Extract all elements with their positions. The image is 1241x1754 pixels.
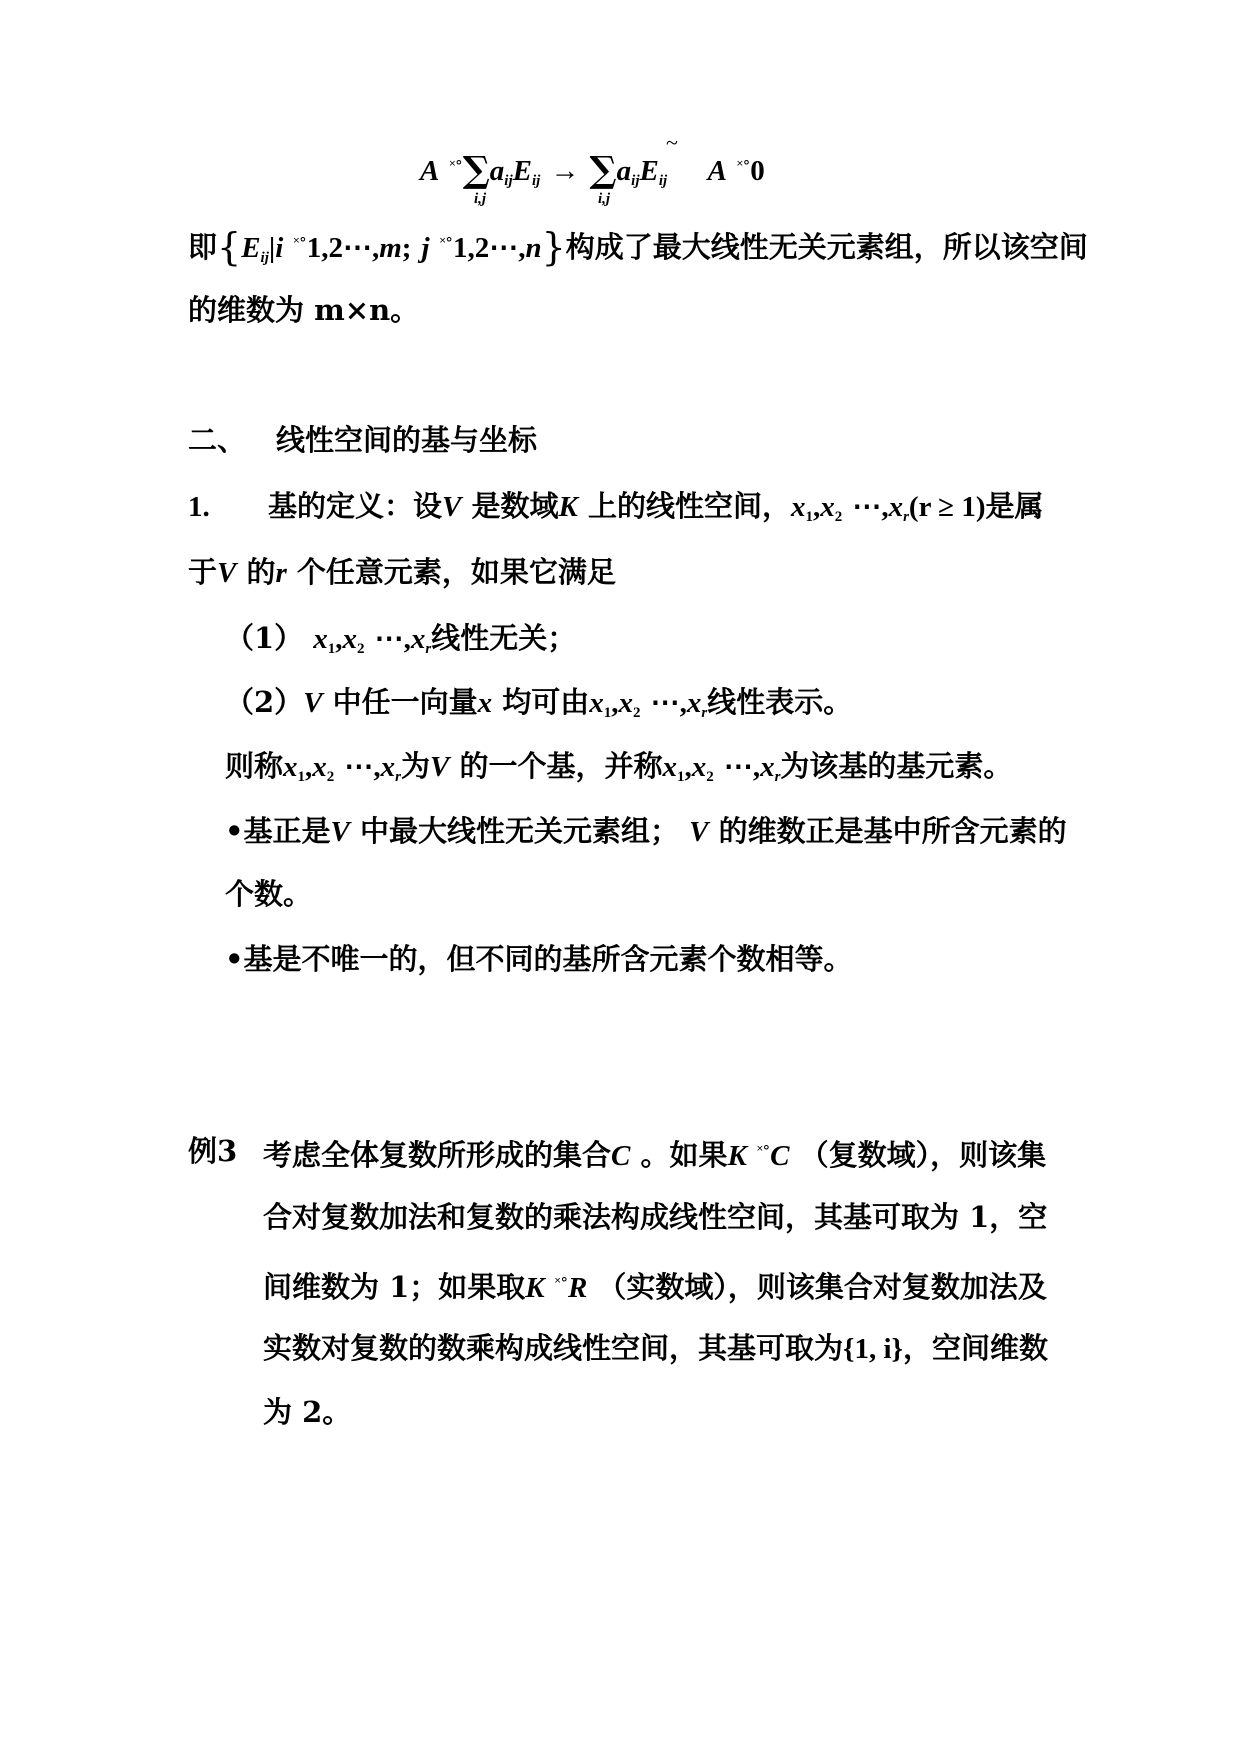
- sum-index-left: i,j: [474, 191, 487, 207]
- example-3-line-3: 间维数为 1；如果取K ˟°R （实数域），则该集合对复数加法及: [263, 1270, 1047, 1304]
- example-3-line-5: 为 2。: [263, 1395, 352, 1429]
- definition-conclusion: 则称$x_1,x_2$ $\cdots,x_r$为V 的一个基，并称$x_1,x_2$ $\cdots,x_r$为该基的基元素。: [225, 749, 1013, 785]
- section-heading: [188, 420, 538, 460]
- bullet-note-1-continued: 个数。: [225, 877, 313, 911]
- paragraph-dimension: 的维数为 m×n。: [188, 293, 420, 327]
- definition-item-1: （1） $x_1,x_2$ $\cdots,x_r$线性无关；: [225, 621, 577, 657]
- tilde-mark: ~: [666, 130, 678, 155]
- bullet-note-1: •基正是V 中最大线性无关元素组； V 的维数正是基中所含元素的: [225, 814, 1067, 848]
- example-3-line-1: 例3 考虑全体复数所形成的集合C 。如果K ˟°C （复数域），则该集: [188, 1134, 1047, 1172]
- example-3-line-4: 实数对复数的数乘构成线性空间，其基可取为{1, i}，空间维数: [263, 1331, 1048, 1365]
- definition-item-2: （2）V 中任一向量x 均可由$x_1,x_2$ $\cdots,x_r$线性表示。: [225, 685, 853, 721]
- example-label: 例3: [188, 1134, 238, 1168]
- display-formula: A $^{˟^\circ}\sum a_{ij}E_{ij} \to \sum a_{ij}E_{ij}$ A ˟°0: [420, 149, 765, 191]
- bullet-note-2: •基是不唯一的，但不同的基所含元素个数相等。: [225, 942, 853, 976]
- example-3-line-2: 合对复数加法和复数的乘法构成线性空间，其基可取为 1，空: [263, 1200, 1048, 1234]
- paragraph-basis-set: 即{$E_{ij}|i$ ˟°1,2⋯,m; j ˟°1,2⋯,n}构成了最大线性无关元素组，所以该空间: [188, 225, 1088, 269]
- definition-line-1: 1. 基的定义：设V 是数域K 上的线性空间，$x_1,x_2$ $\cdots,x_r(r \ge 1)$是属: [188, 489, 1044, 525]
- section-number: 二、: [188, 423, 247, 457]
- sum-index-right: i,j: [598, 191, 611, 207]
- definition-line-2: 于V 的r 个任意元素，如果它满足: [188, 555, 616, 589]
- section-title: 线性空间的基与坐标: [276, 423, 538, 457]
